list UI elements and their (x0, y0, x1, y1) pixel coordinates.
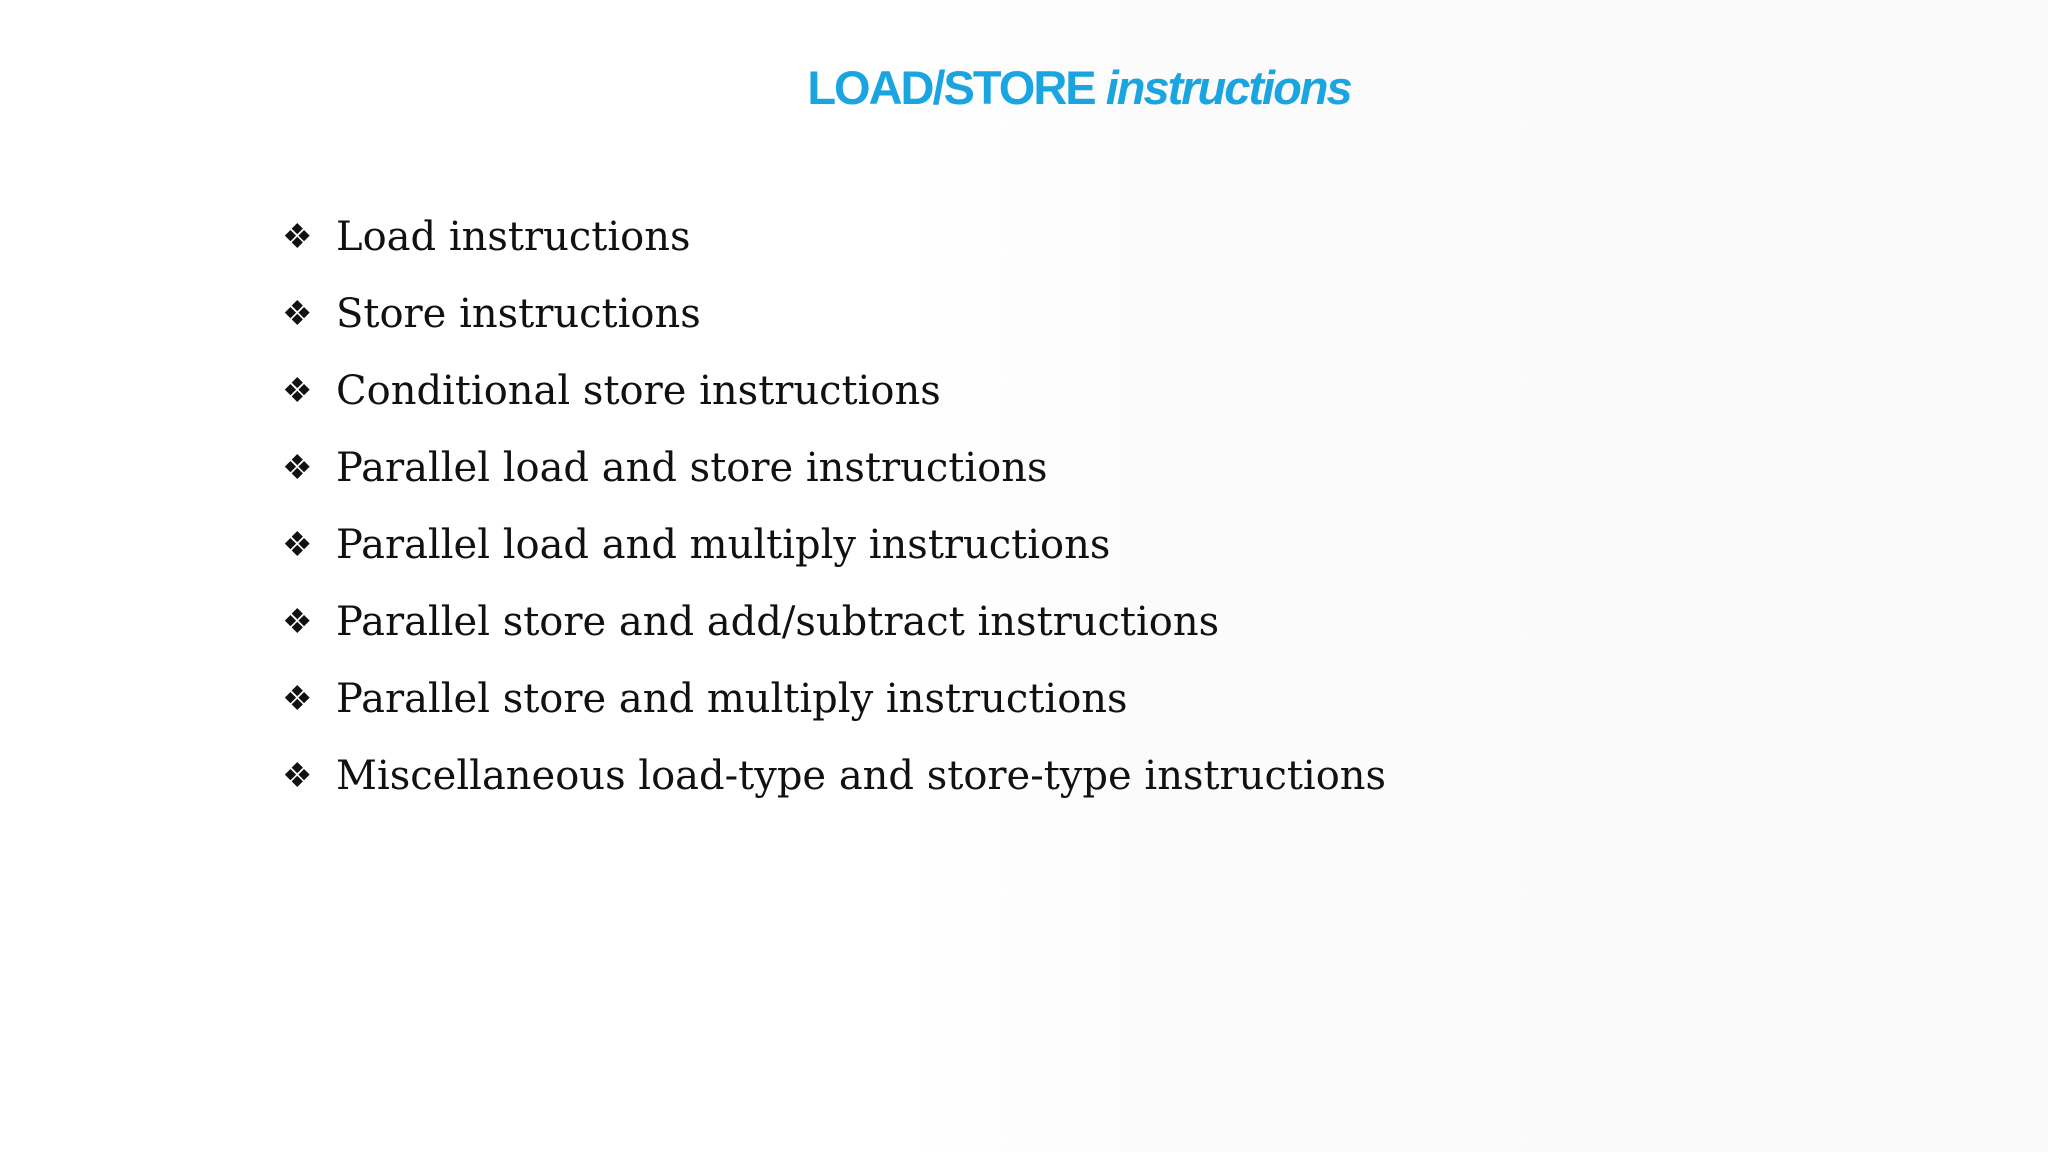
four-diamond-bullet-icon: ❖ (282, 601, 313, 642)
list-item (282, 275, 1386, 352)
list-item (282, 352, 1386, 429)
list-item-label: Parallel load and multiply instructions (336, 521, 1111, 568)
list-item (282, 429, 1386, 506)
four-diamond-bullet-icon: ❖ (282, 755, 313, 796)
slide-title-main: LOAD/STORE (807, 61, 1095, 114)
list-item-label: Parallel store and multiply instructions (336, 675, 1128, 722)
bullet-list (282, 198, 1386, 814)
four-diamond-bullet-icon: ❖ (282, 216, 313, 257)
list-item (282, 506, 1386, 583)
four-diamond-bullet-icon: ❖ (282, 447, 313, 488)
four-diamond-bullet-icon: ❖ (282, 524, 313, 565)
list-item-label: Parallel store and add/subtract instructions (336, 598, 1220, 645)
list-item-label: Load instructions (336, 213, 691, 260)
four-diamond-bullet-icon: ❖ (282, 293, 313, 334)
slide-title (0, 60, 2048, 115)
list-item-label: Parallel load and store instructions (336, 444, 1048, 491)
list-item (282, 660, 1386, 737)
list-item (282, 583, 1386, 660)
slide-title-emphasis: instructions (1105, 61, 1351, 114)
four-diamond-bullet-icon: ❖ (282, 678, 313, 719)
four-diamond-bullet-icon: ❖ (282, 370, 313, 411)
list-item (282, 737, 1386, 814)
list-item-label: Store instructions (336, 290, 701, 337)
list-item (282, 198, 1386, 275)
list-item-label: Miscellaneous load-type and store-type instructions (336, 752, 1387, 799)
list-item-label: Conditional store instructions (336, 367, 941, 414)
